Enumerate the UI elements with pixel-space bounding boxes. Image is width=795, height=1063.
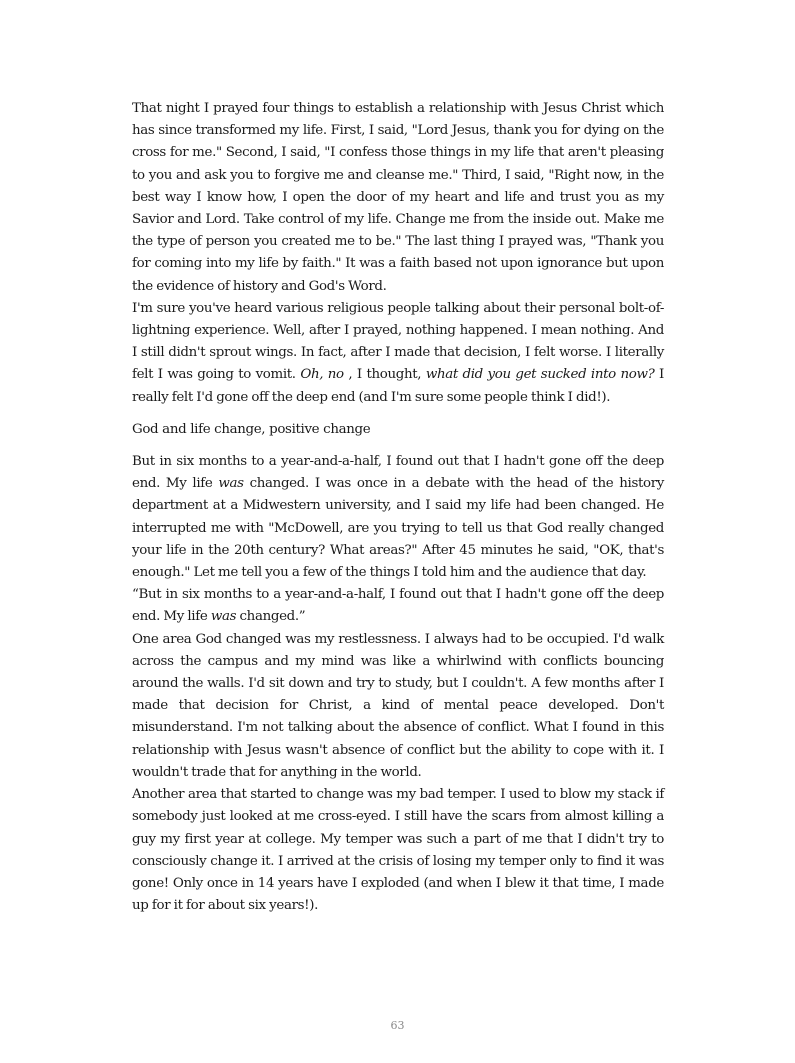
paragraph-experience-italic-2: what did you get sucked into now?	[425, 367, 655, 383]
paragraph-experience	[132, 298, 664, 409]
paragraph-debate-text-2: changed. I was once in a debate with the head of the history department at a Midwestern university, and I said my life had been changed. He interrupted me with "McDowell, are you trying to tell us that God really changed your life in the 20th century? What areas?" After 45 minutes he said, "OK, that's enough." Let me tell you a few of the things I told him and the audience that day.	[132, 476, 664, 581]
section-heading: God and life change, positive change	[132, 421, 371, 437]
pull-quote-italic: was	[210, 609, 237, 625]
paragraph-temper: Another area that started to change was my bad temper. I used to blow my stack if somebody just looked at me cross-eyed. I still have the scars from almost killing a guy my first year at college. My temper was such a part of me that I didn't try to consciously change it. I arrived at the crisis of losing my temper only to find it was gone! Only once in 14 years have I exploded (and when I blew it that time, I made up for it for about six years!).	[132, 787, 664, 914]
paragraph-prayer-text: That night I prayed four things to establish a relationship with Jesus Christ which has since transformed my life. First, I said, "Lord Jesus, thank you for dying on the cross for me." Second, I said, "I confess those things in my life that aren't pleasing to you and ask you to forgive me and cleanse me." Third, I said, "Right now, in the best way I know how, I open the door of my heart and life and trust you as my Savior and Lord. Take control of my life. Change me from the inside out. Make me the type of person you created me to be." The last thing I prayed was, "Thank you for coming into my life by faith." It was a faith based not upon ignorance but upon the evidence of history and God's Word.	[132, 101, 664, 294]
paragraph-experience-italic-1: Oh, no	[300, 367, 344, 383]
paragraph-debate-text-1: But in six months to a year-and-a-half, I found out that I hadn't gone off the deep end. My life	[132, 454, 664, 492]
pull-quote-text-1: “But in six months to a year-and-a-half, I found out that I hadn't gone off the deep end. My life	[132, 587, 664, 625]
paragraph-prayer	[132, 98, 664, 298]
paragraph-restlessness: One area God changed was my restlessness. I always had to be occupied. I'd walk across the campus and my mind was like a whirlwind with conflicts bouncing around the walls. I'd sit down and try to study, but I couldn't. A few months after I made that decision for Christ, a kind of mental peace developed. Don't misunderstand. I'm not talking about the absence of conflict. What I found in this relationship with Jesus wasn't absence of conflict but the ability to cope with it. I wouldn't trade that for anything in the world.	[132, 631, 664, 780]
paragraph-experience-text-1: I'm sure you've heard various religious people talking about their personal bolt-of-lightning experience. Well, after I prayed, nothing happened. I mean nothing. And I still didn't sprout wings. In fact, after I made that decision, I felt worse. I literally felt I was going to vomit.	[132, 300, 664, 383]
page-number: 63	[390, 1019, 405, 1032]
pull-quote	[132, 584, 664, 628]
paragraph-experience-text-3: I really felt I'd gone off the deep end (and I'm sure some people think I did!).	[132, 367, 665, 405]
paragraph-debate-italic: was	[218, 476, 244, 492]
paragraph-debate	[132, 451, 664, 584]
paragraph-experience-text-2: , I thought,	[343, 367, 426, 383]
pull-quote-text-2: changed.”	[236, 609, 306, 625]
page-body	[132, 98, 664, 917]
